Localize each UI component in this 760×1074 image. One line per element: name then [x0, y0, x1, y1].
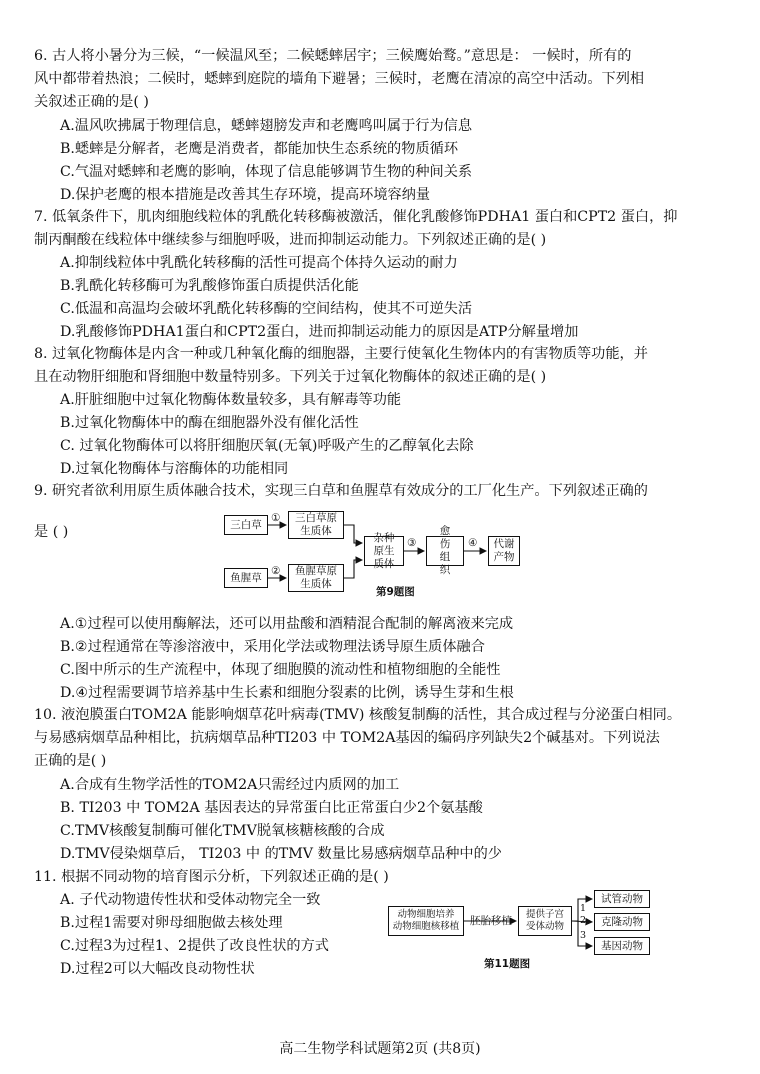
q7-option-d: D.乳酸修饰PDHA1蛋白和CPT2蛋白，进而抑制运动能力的原因是ATP分解量增加	[60, 324, 579, 340]
q11-stem: 11. 根据不同动物的培育图示分析，下列叙述正确的是( )	[34, 869, 389, 885]
box-callus: 愈伤组织	[426, 536, 464, 566]
q8-option-a: A.肝脏细胞中过氧化物酶体数量较多，具有解毒等功能	[60, 392, 402, 408]
q9-option-a: A.①过程可以使用酶解法，还可以用盐酸和酒精混合配制的解离液来完成	[60, 616, 514, 632]
q6-stem-line-2: 风中都带着热浪；二候时，蟋蟀到庭院的墙角下避暑；三候时，老鹰在清凉的高空中活动。下列相	[34, 71, 645, 87]
q8-option-c: C. 过氧化物酶体可以将肝细胞厌氧(无氧)呼吸产生的乙醇氧化去除	[60, 438, 474, 454]
q11-option-d: D.过程2可以大幅改良动物性状	[60, 961, 255, 977]
q11-figure-caption: 第11题图	[484, 958, 531, 970]
q6-option-d: D.保护老鹰的根本措施是改善其生存环境，提高环境容纳量	[60, 187, 431, 203]
box-sanbaicao-protoplast: 三白草原生质体	[288, 511, 344, 539]
q9-option-c: C.图中所示的生产流程中，体现了细胞膜的流动性和植物细胞的全能性	[60, 662, 501, 678]
q10-stem-line-1: 10. 液泡膜蛋白TOM2A 能影响烟草花叶病毒(TMV) 核酸复制酶的活性，其合成过程与分泌蛋白相同。	[34, 707, 682, 723]
q11-option-a: A. 子代动物遗传性状和受体动物完全一致	[60, 892, 321, 908]
q11-option-b: B.过程1需要对卵母细胞做去核处理	[60, 915, 283, 931]
q7-stem-line-1: 7. 低氧条件下，肌肉细胞线粒体的乳酰化转移酶被激活，催化乳酸修饰PDHA1 蛋白和CPT2 蛋白，抑	[34, 209, 678, 225]
q10-option-a: A.合成有生物学活性的TOM2A只需经过内质网的加工	[60, 777, 400, 793]
branch-2-label: 2	[580, 915, 587, 926]
q8-stem-line-1: 8. 过氧化物酶体是内含一种或几种氧化酶的细胞器，主要行使氧化生物体内的有害物质等功能，并	[34, 346, 648, 362]
q6-option-c: C.气温对蟋蟀和老鹰的影响，体现了信息能够调节生物的种间关系	[60, 164, 473, 180]
box-cell-techniques	[388, 906, 464, 936]
box-cloned-animal: 克隆动物	[594, 913, 650, 931]
box-yuxingcao-protoplast: 鱼腥草原生质体	[288, 564, 344, 592]
q6-option-b: B.蟋蟀是分解者，老鹰是消费者，都能加快生态系统的物质循环	[60, 141, 459, 157]
q10-stem-line-2: 与易感病烟草品种相比，抗病烟草品种TI203 中 TOM2A基因的编码序列缺失2个碱基对。下列说法	[34, 730, 660, 746]
step-4-label: ④	[468, 537, 478, 549]
step-1-label: ①	[271, 512, 281, 524]
q10-option-c: C.TMV核酸复制酶可催化TMV脱氧核糖核酸的合成	[60, 823, 385, 839]
box-nuclear-transfer: 动物细胞核移植	[392, 921, 460, 932]
box-recipient-animal: 提供子宫受体动物	[518, 906, 572, 936]
box-hybrid-protoplast: 杂种原生质体	[364, 536, 404, 566]
branch-3-label: 3	[580, 930, 587, 941]
embryo-transfer-label: 胚胎移植	[470, 915, 512, 927]
box-cell-culture: 动物细胞培养	[397, 909, 455, 920]
box-sanbaicao: 三白草	[224, 515, 268, 535]
q7-option-b: B.乳酰化转移酶可为乳酸修饰蛋白质提供活化能	[60, 278, 359, 294]
q7-option-a: A.抑制线粒体中乳酰化转移酶的活性可提高个体持久运动的耐力	[60, 255, 458, 271]
q6-stem-line-3: 关叙述正确的是( )	[34, 94, 149, 110]
q9-stem-line-2: 是 ( )	[34, 524, 69, 540]
q8-stem-line-2: 且在动物肝细胞和肾细胞中数量特别多。下列关于过氧化物酶体的叙述正确的是( )	[34, 369, 547, 385]
q11-option-c: C.过程3为过程1、2提供了改良性状的方式	[60, 938, 329, 954]
q9-stem-line-1: 9. 研究者欲利用原生质体融合技术，实现三白草和鱼腥草有效成分的工厂化生产。下列叙述正确的	[34, 483, 648, 499]
q6-stem-line-1: 6. 古人将小暑分为三候，“一候温风至；二候蟋蟀居宇；三候鹰始鹜。”意思是： 一候时，所有的	[34, 48, 632, 64]
branch-1-label: 1	[580, 903, 587, 914]
q10-option-b: B. TI203 中 TOM2A 基因表达的异常蛋白比正常蛋白少2个氨基酸	[60, 800, 483, 816]
box-transgenic-animal: 基因动物	[594, 937, 650, 955]
q9-option-b: B.②过程通常在等渗溶液中，采用化学法或物理法诱导原生质体融合	[60, 639, 485, 655]
q9-option-d: D.④过程需要调节培养基中生长素和细胞分裂素的比例，诱导生芽和生根	[60, 685, 514, 701]
q10-option-d: D.TMV侵染烟草后， TI203 中 的TMV 数量比易感病烟草品种中的少	[60, 846, 502, 862]
page-footer: 高二生物学科试题第2页 (共8页)	[279, 1041, 481, 1057]
q9-diagram	[218, 508, 528, 606]
step-2-label: ②	[271, 565, 281, 577]
step-3-label: ③	[407, 537, 417, 549]
q6-option-a: A.温风吹拂属于物理信息，蟋蟀翅膀发声和老鹰鸣叫属于行为信息	[60, 118, 473, 134]
q11-diagram	[388, 888, 678, 970]
box-yuxingcao: 鱼腥草	[224, 568, 268, 588]
q8-option-d: D.过氧化物酶体与溶酶体的功能相同	[60, 461, 289, 477]
q8-option-b: B.过氧化物酶体中的酶在细胞器外没有催化活性	[60, 415, 359, 431]
box-metabolite: 代谢产物	[488, 536, 520, 566]
q7-stem-line-2: 制丙酮酸在线粒体中继续参与细胞呼吸，进而抑制运动能力。下列叙述正确的是( )	[34, 232, 547, 248]
box-test-tube-animal: 试管动物	[594, 890, 650, 908]
q10-stem-line-3: 正确的是( )	[34, 753, 107, 769]
q9-figure-caption: 第9题图	[376, 586, 415, 598]
q7-option-c: C.低温和高温均会破坏乳酰化转移酶的空间结构，使其不可逆失活	[60, 301, 473, 317]
